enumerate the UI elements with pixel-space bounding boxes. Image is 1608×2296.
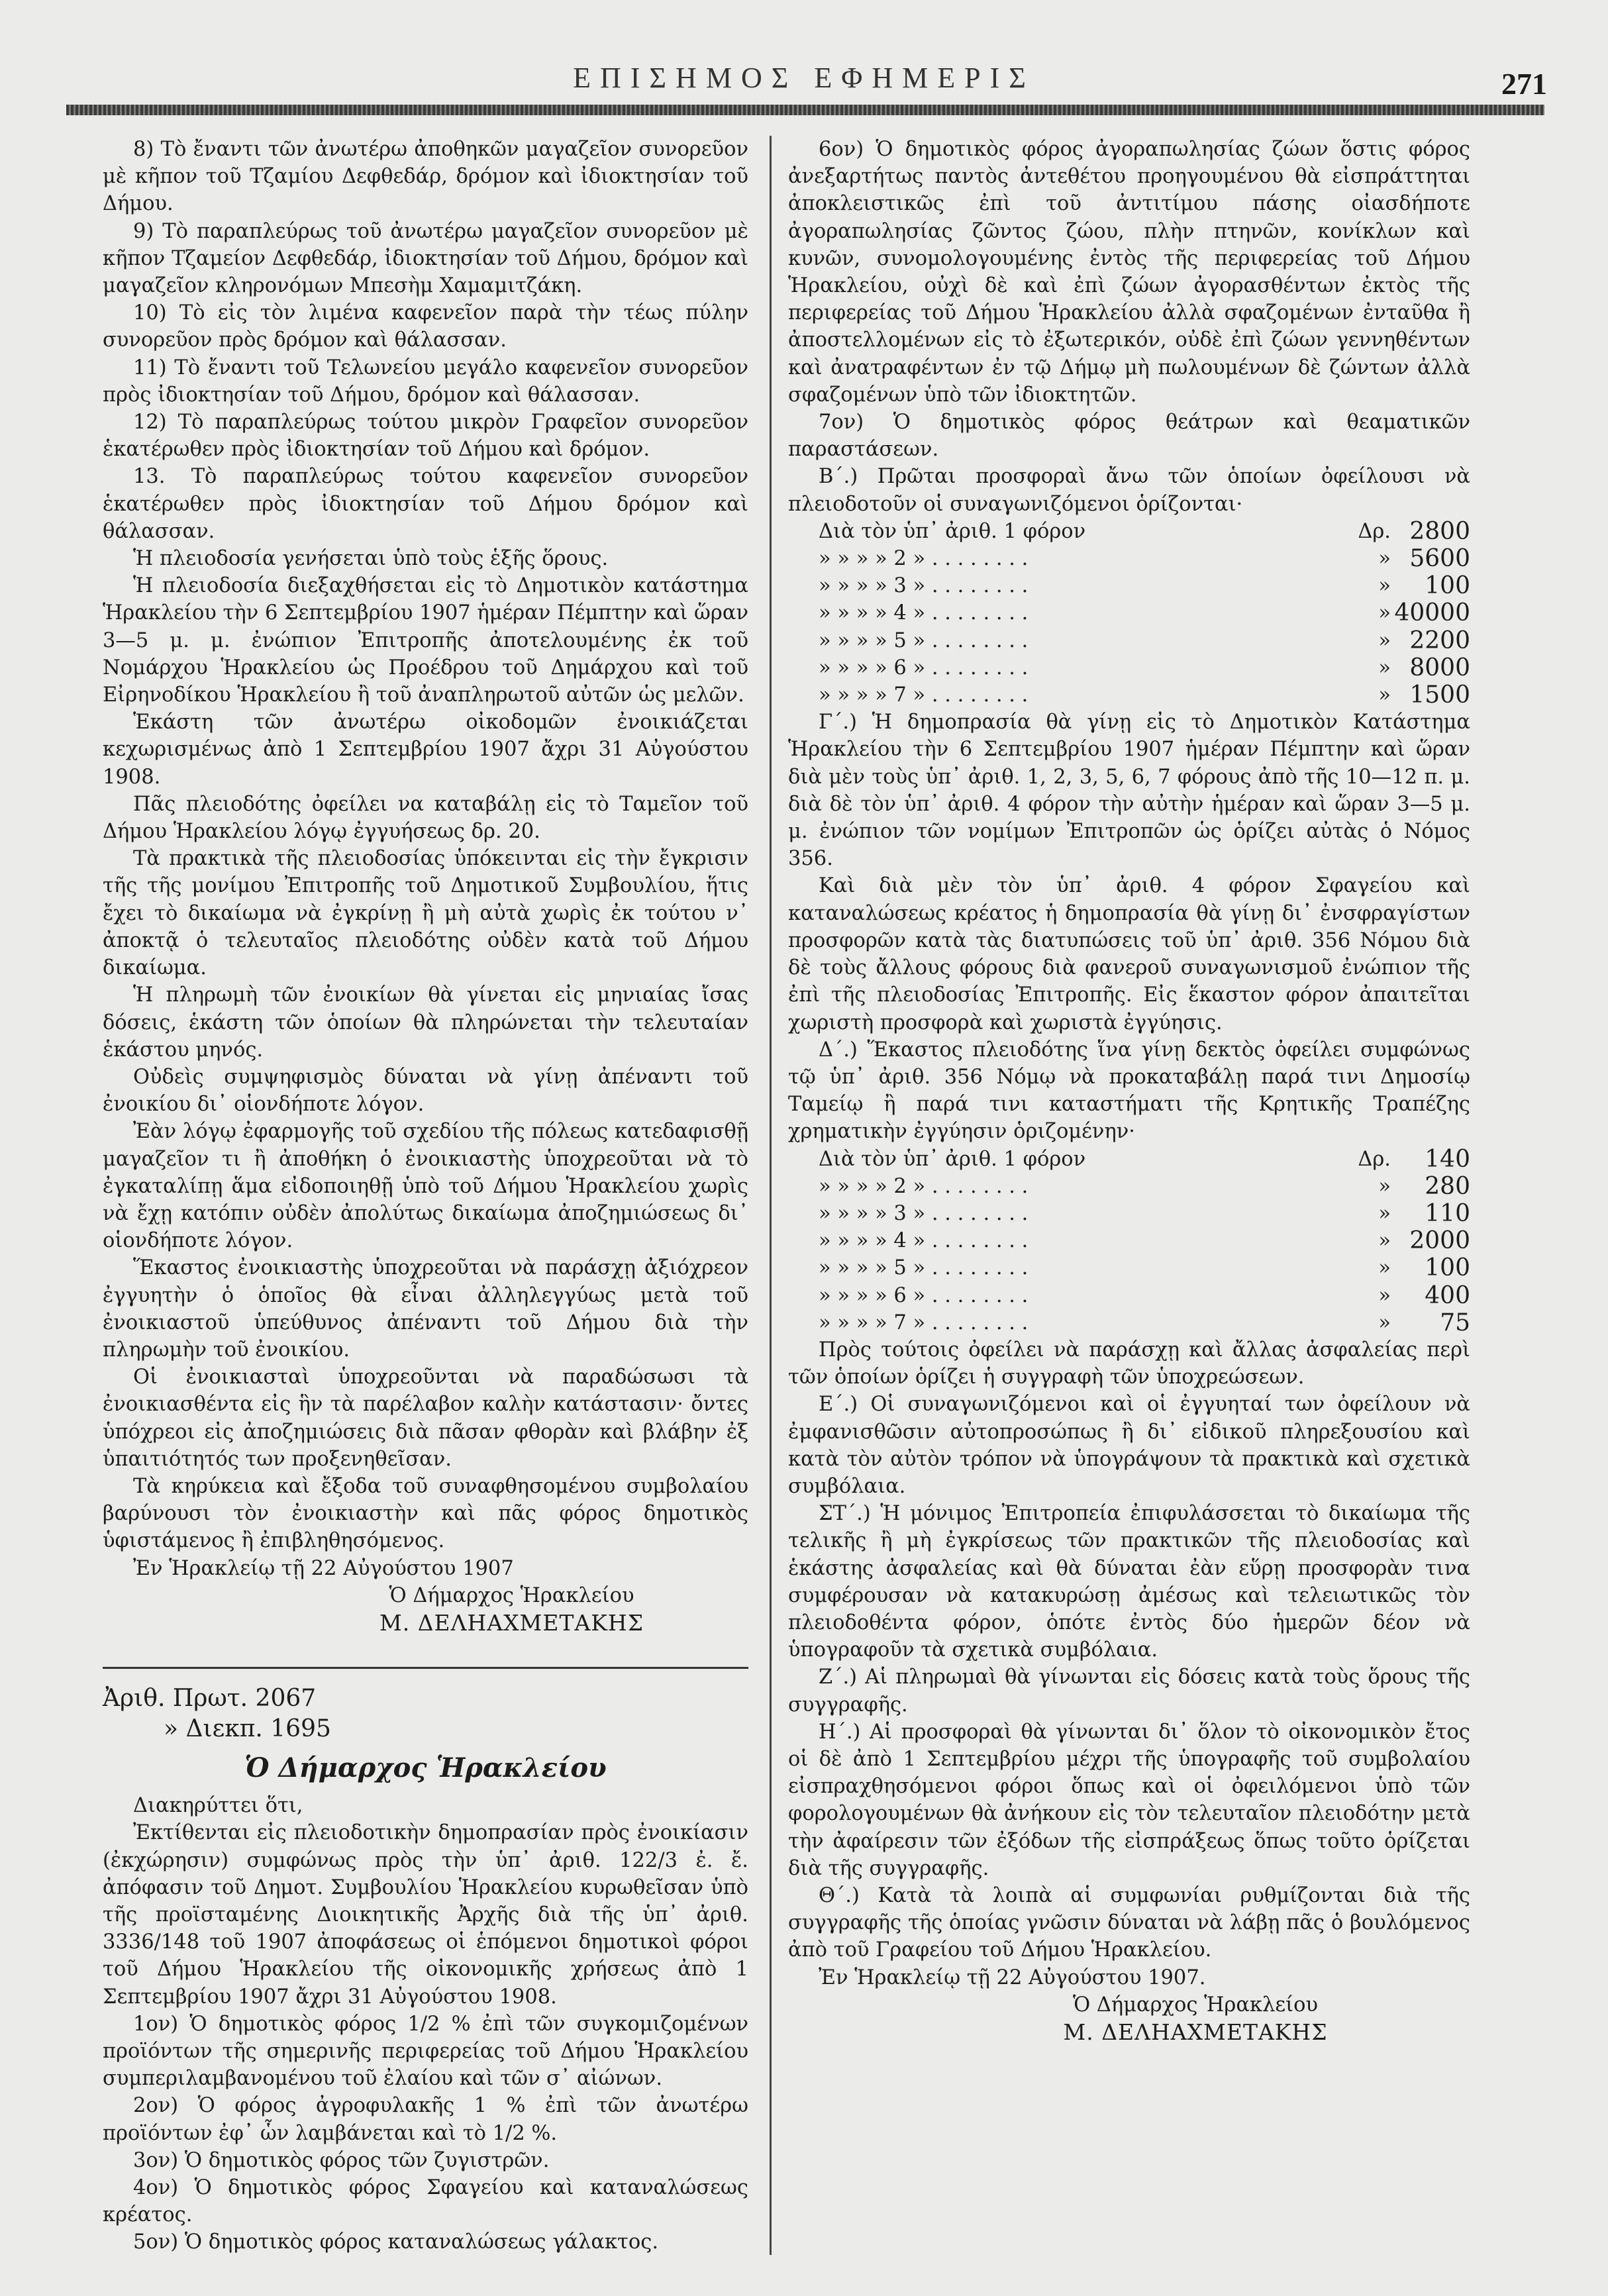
fee-currency: » xyxy=(1378,683,1391,707)
fee-row xyxy=(788,1200,1470,1227)
paragraph: 8) Τὸ ἔναντι τῶν ἀνωτέρω ἀποθηκῶν μαγαζεῖον συνορεῦον μὲ κῆπον τοῦ Τζαμίου Δεφθεδάρ, δρόμον καὶ ἰδιοκτησίαν τοῦ Δήμου. xyxy=(103,138,748,216)
fee-currency: » xyxy=(1378,547,1391,571)
paragraph: Ἡ πληρωμὴ τῶν ἐνοικίων θὰ γίνεται εἰς μηνιαίας ἴσας δόσεις, ἑκάστη τῶν ὁποίων θὰ πληρώνεται τὴν τελευταίαν ἑκάστου μηνός. xyxy=(103,983,748,1062)
fee-currency: » xyxy=(1378,1311,1391,1334)
fee-amount: 2200 xyxy=(1409,626,1470,654)
bid-table xyxy=(788,518,1470,709)
signature-name: Μ. ΔΕΛΗΑΧΜΕΤΑΚΗΣ xyxy=(379,1609,644,1636)
signature-role: Ὁ Δήμαρχος Ἡρακλείου xyxy=(1072,1993,1319,2017)
paragraph: 3ον) Ὁ δημοτικὸς φόρος τῶν ζυγιστρῶν. xyxy=(133,2148,550,2172)
fee-amount: 2000 xyxy=(1409,1227,1470,1255)
paragraph: 7ον) Ὁ δημοτικὸς φόρος θεάτρων καὶ θεαματικῶν παραστάσεων. xyxy=(788,411,1470,462)
fee-currency: » xyxy=(1378,1201,1391,1225)
signature-place-date: Ἐν Ἡρακλείῳ τῇ 22 Αὐγούστου 1907 xyxy=(133,1556,514,1580)
paragraph: 11) Τὸ ἔναντι τοῦ Τελωνείου μεγάλο καφενεῖον συνορεῦον πρὸς ἰδιοκτησίαν τοῦ Δήμου, δρόμον καὶ θάλασσαν. xyxy=(103,356,748,407)
paragraph: Πρὸς τούτοις ὀφείλει νὰ παράσχῃ καὶ ἄλλας ἀσφαλείας περὶ τῶν ὁποίων ὁρίζει ἡ συγγραφὴ τῶν ὑποχρεώσεων. xyxy=(788,1338,1470,1389)
fee-currency: » xyxy=(1378,656,1391,679)
paragraph: 6ον) Ὁ δημοτικὸς φόρος ἀγοραπωλησίας ζώων ὅστις φόρος ἀνεξαρτήτως παντὸς ἀντεθέτου προηγουμένου θὰ εἰσπράττηται ἀποκλειστικῶς ἐπὶ τοῦ ἀντιτίμου πάσης οἰασδήποτε ἀγοραπωλησίας ζῶντος ζώου, πλὴν πτηνῶν, κονίκλων καὶ κυνῶν, συνομολογουμένης ἐντὸς τῆς περιφερείας τοῦ Δήμου Ἡρακλείου, οὐχὶ δὲ καὶ ἐπὶ ζώων ἀγορασθέντων ἐκτὸς τῆς περιφερείας τοῦ Δήμου Ἡρακλείου ἀλλὰ σφαζομένων ἐνταῦθα ἢ ἀποστελλομένων εἰς τὸ ἐξωτερικόν, οὐδὲ ἐπὶ ζώων γεννηθέντων καὶ ἀνατραφέντων ἐν τῷ Δήμῳ μὴ πωλουμένων δὲ ζώντων ἀλλὰ σφαζομένων ὑπὸ τῶν ἰδιοκτητῶν. xyxy=(788,138,1470,407)
fee-currency: » xyxy=(1378,574,1391,598)
signature-name: Μ. ΔΕΛΗΑΧΜΕΤΑΚΗΣ xyxy=(1063,2019,1328,2046)
fee-label: » » » » 7 » . . . . . . . . xyxy=(819,683,1029,707)
fee-row xyxy=(788,1173,1470,1200)
reference-dispatch: » Διεκπ. 1695 xyxy=(164,1715,331,1743)
fee-amount: 2800 xyxy=(1409,517,1470,545)
paragraph: Ἕκαστος ἐνοικιαστὴς ὑποχρεοῦται νὰ παράσχῃ ἀξιόχρεον ἐγγυητὴν ὁ ὁποῖος θὰ εἶναι ἀλληλεγγύως μετὰ τοῦ ἐνοικιαστοῦ ὑπεύθυνος ἀπέναντι τοῦ Δήμου διὰ τὴν πληρωμὴν τοῦ ἐνοικίου. xyxy=(103,1256,748,1362)
signature-place-date: Ἐν Ἡρακλείῳ τῇ 22 Αὐγούστου 1907. xyxy=(819,1966,1206,1989)
fee-row xyxy=(788,599,1470,626)
masthead-rule xyxy=(66,105,1544,115)
paragraph: Καὶ διὰ μὲν τὸν ὑπ᾽ ἀριθ. 4 φόρον Σφαγείου καὶ καταναλώσεως κρέατος ἡ δημοπρασία θὰ γίνῃ δι᾽ ἐνσφραγίστων προσφορῶν κατὰ τὰς διατυπώσεις τοῦ ὑπ᾽ ἀριθ. 356 Νόμου διὰ δὲ τοὺς ἄλλους φόρους διὰ φανεροῦ συναγωνισμοῦ ἐνώπιον τῆς ἐπὶ τῆς πλειοδοσίας Ἐπιτροπῆς. Εἰς ἕκαστον φόρον ἀπαιτεῖται χωριστὴ προσφορὰ καὶ χωριστὰ ἐγγύησις. xyxy=(788,874,1470,1034)
fee-row xyxy=(788,1146,1470,1173)
fee-label: Διὰ τὸν ὑπ᾽ ἀριθ. 1 φόρον xyxy=(819,519,1086,543)
fee-row xyxy=(788,681,1470,709)
right-paragraphs-end xyxy=(788,1336,1470,1964)
paragraph: Ἡ πλειοδοσία γενήσεται ὑπὸ τοὺς ἑξῆς ὅρους. xyxy=(133,547,609,571)
fee-currency: » xyxy=(1378,1174,1391,1198)
left-paragraphs xyxy=(103,136,748,1555)
fee-amount: 140 xyxy=(1425,1145,1470,1173)
fee-label: » » » » 5 » . . . . . . . . xyxy=(819,1256,1029,1280)
notice-announce: Διακηρύττει ὅτι, xyxy=(133,1794,303,1818)
fee-row xyxy=(788,1309,1470,1336)
masthead-title: ΕΠΙΣΗΜΟΣ ΕΦΗΜΕΡΙΣ xyxy=(573,62,1035,94)
paragraph: 4ον) Ὁ δημοτικὸς φόρος Σφαγείου καὶ καταναλώσεως κρέατος. xyxy=(103,2176,748,2227)
paragraph: Θ΄.) Κατὰ τὰ λοιπὰ αἱ συμφωνίαι ρυθμίζονται διὰ τῆς συγγραφῆς τῆς ὁποίας γνῶσιν δύναται νὰ λάβῃ πᾶς ὁ βουλόμενος ἀπὸ τοῦ Γραφείου τοῦ Δήμου Ἡρακλείου. xyxy=(788,1884,1470,1962)
fee-amount: 5600 xyxy=(1409,545,1470,573)
signature-role: Ὁ Δήμαρχος Ἡρακλείου xyxy=(389,1583,634,1607)
reference-protocol: Ἀριθ. Πρωτ. 2067 xyxy=(103,1685,317,1713)
fee-label: » » » » 6 » . . . . . . . . xyxy=(819,656,1029,679)
fee-row xyxy=(788,545,1470,572)
fee-label: » » » » 2 » . . . . . . . . xyxy=(819,547,1029,571)
fee-amount: 100 xyxy=(1425,1254,1470,1282)
paragraph: Β΄.) Πρῶται προσφοραὶ ἄνω τῶν ὁποίων ὀφείλουσι νὰ πλειοδοτοῦν οἱ συναγωνιζόμενοι ὁρίζονται· xyxy=(788,465,1470,516)
paragraph: 2ον) Ὁ φόρος ἀγροφυλακῆς 1 % ἐπὶ τῶν ἀνωτέρω προϊόντων ἐφ᾽ ὧν λαμβάνεται καὶ τὸ 1/2 %. xyxy=(103,2094,748,2145)
fee-currency: » xyxy=(1378,628,1391,652)
right-paragraphs xyxy=(788,136,1470,518)
fee-amount: 110 xyxy=(1425,1199,1470,1227)
notice-heading: Ὁ Δήμαρχος Ἡρακλείου xyxy=(244,1752,607,1784)
left-column xyxy=(103,136,748,2256)
paragraph: Τὰ πρακτικὰ τῆς πλειοδοσίας ὑπόκεινται εἰς τὴν ἔγκρισιν τῆς τῆς μονίμου Ἐπιτροπῆς τοῦ Δημοτικοῦ Συμβουλίου, ἥτις ἔχει τὸ δικαίωμα νὰ ἐγκρίνῃ ἢ μὴ αὐτὰ χωρὶς ἐκ τούτου ν᾽ ἀποκτᾷ ὁ τελευταῖος πλειοδότης οὐδὲν κατὰ τοῦ Δήμου δικαίωμα. xyxy=(103,847,748,980)
fee-row xyxy=(788,1282,1470,1309)
fee-currency: » xyxy=(1378,601,1391,625)
fee-currency: » xyxy=(1378,1256,1391,1280)
paragraph: 12) Τὸ παραπλεύρως τούτου μικρὸν Γραφεῖον συνορεῦον ἑκατέρωθεν πρὸς ἰδιοκτησίαν τοῦ Δήμου καὶ δρόμον. xyxy=(103,411,748,462)
paragraph: Ἡ πλειοδοσία διεξαχθήσεται εἰς τὸ Δημοτικὸν κατάστημα Ἡρακλείου τὴν 6 Σεπτεμβρίου 1907 ἡμέραν Πέμπτην καὶ ὥραν 3—5 μ. μ. ἐνώπιον Ἐπιτροπῆς ἀποτελουμένης ἐκ τοῦ Νομάρχου Ἡρακλείου ὡς Προέδρου τοῦ Δημάρχου καὶ τοῦ Εἰρηνοδίκου Ἡρακλείου ἢ τοῦ ἀναπληρωτοῦ αὐτῶν ὡς μελῶν. xyxy=(103,574,748,707)
right-column xyxy=(788,136,1470,2046)
fee-label: » » » » 5 » . . . . . . . . xyxy=(819,628,1029,652)
paragraph: 10) Τὸ εἰς τὸν λιμένα καφενεῖον παρὰ τὴν τέως πύλην συνορεῦον πρὸς δρόμον καὶ θάλασσαν. xyxy=(103,301,748,352)
paragraph: 13. Τὸ παραπλεύρως τούτου καφενεῖον συνορεῦον ἑκατέρωθεν πρὸς ἰδιοκτησίαν τοῦ Δήμου δρόμον καὶ θάλασσαν. xyxy=(103,465,748,543)
fee-amount: 400 xyxy=(1425,1281,1470,1309)
fee-label: Διὰ τὸν ὑπ᾽ ἀριθ. 1 φόρον xyxy=(819,1147,1086,1171)
fee-amount: 75 xyxy=(1440,1309,1470,1336)
paragraph: 1ον) Ὁ δημοτικὸς φόρος 1/2 % ἐπὶ τῶν συγκομιζομένων προϊόντων τῆς σημερινῆς περιφερείας τοῦ Δήμου Ἡρακλείου συμπεριλαμβανομένου τοῦ ἐλαίου καὶ τῶν σ᾽ αἰώνων. xyxy=(103,2012,748,2091)
fee-label: » » » » 3 » . . . . . . . . xyxy=(819,574,1029,598)
fee-currency: » xyxy=(1378,1229,1391,1253)
column-divider xyxy=(770,136,772,2255)
fee-currency: Δρ. xyxy=(1358,519,1391,543)
fee-row xyxy=(788,1254,1470,1281)
fee-amount: 1500 xyxy=(1409,681,1470,709)
fee-label: » » » » 6 » . . . . . . . . xyxy=(819,1283,1029,1307)
fee-row xyxy=(788,627,1470,654)
fee-amount: 40000 xyxy=(1394,599,1470,627)
fee-row xyxy=(788,654,1470,681)
paragraph: Ἑκάστη τῶν ἀνωτέρω οἰκοδομῶν ἐνοικιάζεται κεχωρισμένως ἀπὸ 1 Σεπτεμβρίου 1907 ἄχρι 31 Αὐγούστου 1908. xyxy=(103,711,748,789)
fee-amount: 280 xyxy=(1425,1172,1470,1200)
fee-row xyxy=(788,518,1470,545)
fee-currency: » xyxy=(1378,1283,1391,1307)
paragraph: Δ΄.) Ἕκαστος πλειοδότης ἵνα γίνῃ δεκτὸς ὀφείλει συμφώνως τῷ ὑπ᾽ ἀριθ. 356 Νόμῳ νὰ προκαταβάλῃ παρά τινι Δημοσίῳ Ταμείῳ ἢ παρά τινι καταστήματι τῆς Κρητικῆς Τραπέζης χρηματικὴν ἐγγύησιν ὁριζομένην· xyxy=(788,1038,1470,1144)
paragraph: Πᾶς πλειοδότης ὀφείλει να καταβάλῃ εἰς τὸ Ταμεῖον τοῦ Δήμου Ἡρακλείου λόγῳ ἐγγυήσεως δρ. 20. xyxy=(103,792,748,844)
fee-amount: 8000 xyxy=(1409,654,1470,681)
fee-currency: Δρ. xyxy=(1358,1147,1391,1171)
fee-row xyxy=(788,1227,1470,1254)
fee-label: » » » » 2 » . . . . . . . . xyxy=(819,1174,1029,1198)
paragraph: Ε΄.) Οἱ συναγωνιζόμενοι καὶ οἱ ἐγγυηταί των ὀφείλουν νὰ ἐμφανισθῶσιν αὐτοπροσώπως ἢ δι᾽ εἰδικοῦ πληρεξουσίου καὶ κατὰ τὸν αὐτὸν τρόπον νὰ ὑπογράψουν τὰ πρακτικὰ καὶ σχετικὰ συμβόλαια. xyxy=(788,1393,1470,1498)
guarantee-table xyxy=(788,1146,1470,1336)
paragraph: Τὰ κηρύκεια καὶ ἔξοδα τοῦ συναφθησομένου συμβολαίου βαρύνουσι τὸν ἐνοικιαστὴν καὶ πᾶς φόρος δημοτικὸς ὑφιστάμενος ἢ ἐπιβληθησόμενος. xyxy=(103,1474,748,1553)
page-number: 271 xyxy=(1501,67,1547,101)
paragraph: Γ΄.) Ἡ δημοπρασία θὰ γίνῃ εἰς τὸ Δημοτικὸν Κατάστημα Ἡρακλείου τὴν 6 Σεπτεμβρίου 1907 ἡμέραν Πέμπτην καὶ ὥραν διὰ μὲν τοὺς ὑπ᾽ ἀριθ. 1, 2, 3, 5, 6, 7 φόρους ἀπὸ τῆς 10—12 π. μ. διὰ δὲ τὸν ὑπ᾽ ἀριθ. 4 φόρον τὴν αὐτὴν ἡμέραν καὶ ὥραν 3—5 μ. μ. ἐνώπιον τῶν νομίμων Ἐπιτροπῶν ὡς ὁρίζει αὐτὰς ὁ Νόμος 356. xyxy=(788,711,1470,871)
paragraph: Ἐκτίθενται εἰς πλειοδοτικὴν δημοπρασίαν πρὸς ἐνοικίασιν (ἐκχώρησιν) συμφώνως πρὸς τὴν ὑπ᾽ ἀριθ. 122/3 ἐ. ἔ. ἀπόφασιν τοῦ Δημοτ. Συμβουλίου Ἡρακλείου κυρωθεῖσαν ὑπὸ τῆς προϊσταμένης Διοικητικῆς Ἀρχῆς διὰ τῆς ὑπ᾽ ἀριθ. 3336/148 τοῦ 1907 ἀποφάσεως οἱ ἑπόμενοι δημοτικοὶ φόροι τοῦ Δήμου Ἡρακλείου τῆς οἰκονομικῆς χρήσεως ἀπὸ 1 Σεπτεμβρίου 1907 ἄχρι 31 Αὐγούστου 1908. xyxy=(103,1821,748,2009)
section-divider xyxy=(103,1667,748,1669)
left-paragraphs-2 xyxy=(103,1819,748,2256)
paragraph: 5ον) Ὁ δημοτικὸς φόρος καταναλώσεως γάλακτος. xyxy=(133,2230,659,2254)
paragraph: Οὐδεὶς συμψηφισμὸς δύναται νὰ γίνῃ ἀπέναντι τοῦ ἐνοικίου δι᾽ οἱονδήποτε λόγον. xyxy=(103,1065,748,1117)
fee-label: » » » » 4 » . . . . . . . . xyxy=(819,601,1029,625)
fee-amount: 100 xyxy=(1425,572,1470,600)
fee-label: » » » » 4 » . . . . . . . . xyxy=(819,1229,1029,1253)
paragraph: Ζ΄.) Αἱ πληρωμαὶ θὰ γίνωνται εἰς δόσεις κατὰ τοὺς ὅρους τῆς συγγραφῆς. xyxy=(788,1666,1470,1717)
right-paragraphs-mid xyxy=(788,709,1470,1145)
paragraph: Ἐὰν λόγῳ ἐφαρμογῆς τοῦ σχεδίου τῆς πόλεως κατεδαφισθῇ μαγαζεῖον τι ἢ ἀποθήκη ὁ ἐνοικιαστὴς ὑποχρεοῦται νὰ τὸ ἐγκαταλίπῃ ἅμα εἰδοποιηθῇ ὑπὸ τοῦ Δήμου Ἡρακλείου χωρὶς νὰ ἔχῃ κατόπιν οὐδὲν ἀπολύτως δικαίωμα ἀποζημιώσεως δι᾽ οἱονδήποτε λόγον. xyxy=(103,1120,748,1253)
paragraph: 9) Τὸ παραπλεύρως τοῦ ἀνωτέρω μαγαζεῖον συνορεῦον μὲ κῆπον Τζαμείον Δεφθεδάρ, ἰδιοκτησίαν τοῦ Δήμου, δρόμον καὶ μαγαζεῖον κληρονόμων Μπεσὴμ Χαμαμιτζάκη. xyxy=(103,219,748,298)
paragraph: Η΄.) Αἱ προσφοραὶ θὰ γίνωνται δι᾽ ὅλον τὸ οἰκονομικὸν ἔτος οἱ δὲ ἀπὸ 1 Σεπτεμβρίου μέχρι τῆς ὑπογραφῆς τοῦ συμβολαίου εἰσπραχθησόμενοι φόροι ὅπως καὶ οἱ ὀφειλόμενοι ὑπὸ τῶν φορολογουμένων θὰ ἀνήκουν εἰς τὸν τελευταῖον πλειοδότην μετὰ τὴν ἀφαίρεσιν τῶν ἐξόδων τῆς εἰσπράξεως ὅπως τοῦτο ὁρίζεται διὰ τῆς συγγραφῆς. xyxy=(788,1720,1470,1880)
fee-label: » » » » 7 » . . . . . . . . xyxy=(819,1311,1029,1334)
fee-label: » » » » 3 » . . . . . . . . xyxy=(819,1201,1029,1225)
fee-row xyxy=(788,572,1470,599)
paragraph: ΣΤ΄.) Ἡ μόνιμος Ἐπιτροπεία ἐπιφυλάσσεται τὸ δικαίωμα τῆς τελικῆς ἢ μὴ ἐγκρίσεως τῶν πρακτικῶν τῆς πλειοδοσίας καὶ ἑκάστης ἀσφαλείας καὶ θὰ δύναται ἐὰν εὕρῃ προσφορὰν τινα συμφέρουσαν νὰ κατακυρώσῃ ἀμέσως καὶ τελειωτικῶς τὸν πλειοδοθέντα φόρον, ὁπότε ἐντὸς δύο ἡμερῶν δέον νὰ ὑπογραφοῦν τὰ σχετικὰ συμβόλαια. xyxy=(788,1502,1470,1662)
paragraph: Οἱ ἐνοικιασταὶ ὑποχρεοῦνται νὰ παραδώσωσι τὰ ἐνοικιασθέντα εἰς ἣν τὰ παρέλαβον καλὴν κατάστασιν· ὄντες ὑπόχρεοι εἰς ἀποζημιώσεις διὰ πᾶσαν φθορὰν καὶ βλάβην ἐξ ὑπαιτιότητός των προξενηθεῖσαν. xyxy=(103,1366,748,1471)
